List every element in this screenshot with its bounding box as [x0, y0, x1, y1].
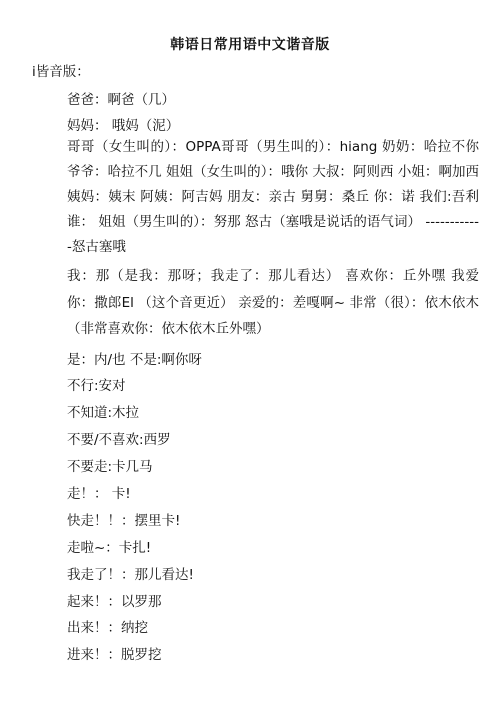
- entry-line: 走啦~：卡扎!: [67, 540, 152, 556]
- paragraph-phrases: 我：那（是我：那呀；我走了：那儿看达） 喜欢你：丘外嘿 我爱你：撒郎El （这个音更近） 亲爱的：差嘎啊~ 非常（很）：依木依木 （非常喜欢你：依木依木丘外嘿）: [67, 268, 479, 337]
- entry-line: 爸爸：啊爸（几）: [67, 92, 175, 108]
- entry-line: 是：内/也 不是:啊你呀: [67, 352, 202, 368]
- entry-line: 我走了！：那儿看达!: [67, 567, 194, 583]
- entry-line: 不行:安对: [67, 378, 126, 394]
- entry-line: 快走！！：摆里卡!: [67, 513, 181, 529]
- entry-line: 不知道:木拉: [67, 405, 140, 421]
- entry-line: 不要走:卡几马: [67, 459, 153, 475]
- section-subtitle: i皆音版：: [32, 64, 90, 80]
- entry-line: 出来！：纳挖: [67, 620, 148, 636]
- entry-line: 不要/不喜欢:西罗: [67, 432, 171, 448]
- document-title: 韩语日常用语中文谐音版: [170, 37, 330, 53]
- paragraph-family-terms: 哥哥（女生叫的）：OPPA哥哥（男生叫的）：hiang 奶奶：哈拉不你 爷爷：哈拉不几 姐姐（女生叫的）：哦你 大叔：阿则西 小姐：啊加西 姨妈：姨末 阿姨：阿吉妈 朋友：亲古 舅舅：桑丘 你：诺 我们:吾利 谁： 姐姐（男生叫的）：努那 怒古（塞哦是说话的语气词） ------------怒古塞哦: [67, 139, 479, 255]
- entry-line: 走！： 卡!: [67, 486, 131, 502]
- entry-line: 进来！：脱罗挖: [67, 647, 162, 663]
- entry-line: 妈妈： 哦妈（泥）: [67, 118, 180, 134]
- entry-line: 起来！：以罗那: [67, 594, 162, 610]
